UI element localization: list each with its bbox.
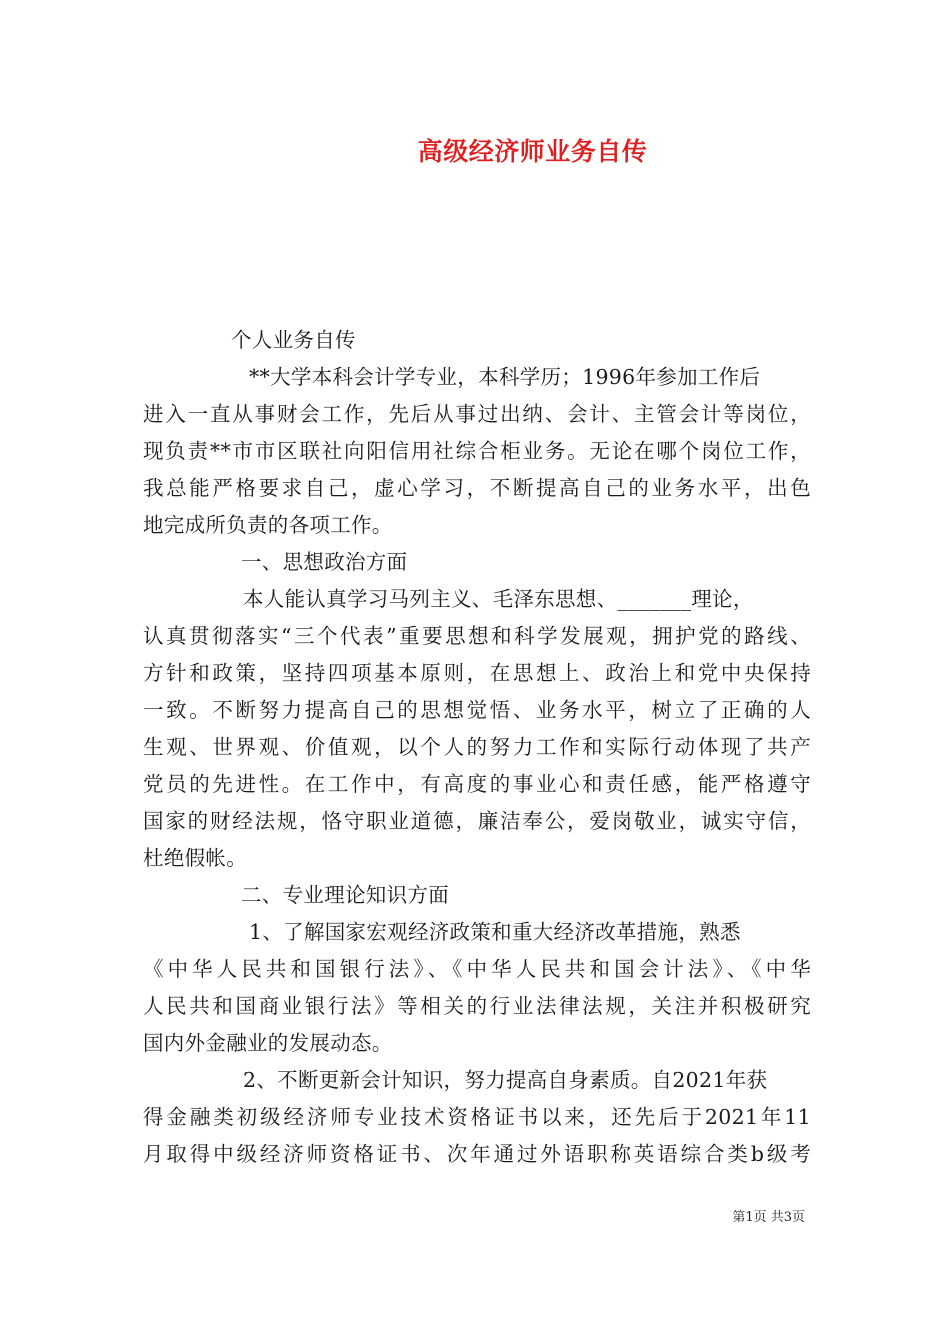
- document-title: 高级经济师业务自传: [417, 137, 648, 166]
- paragraph-line: 生观、世界观、价值观，以个人的努力工作和实际行动体现了共产: [143, 735, 811, 759]
- paragraph-line: 现负责**市市区联社向阳信用社综合柜业务。无论在哪个岗位工作，: [143, 439, 811, 463]
- paragraph-line: 地完成所负责的各项工作。: [143, 513, 393, 537]
- paragraph-line: 国内外金融业的发展动态。: [143, 1031, 393, 1055]
- paragraph-line: **大学本科会计学专业，本科学历；1996年参加工作后: [249, 365, 761, 389]
- paragraph-line: 进入一直从事财会工作，先后从事过出纳、会计、主管会计等岗位，: [143, 402, 811, 426]
- paragraph-line: 认真贯彻落实“三个代表”重要思想和科学发展观，拥护党的路线、: [143, 624, 811, 648]
- paragraph-line: 月取得中级经济师资格证书、次年通过外语职称英语综合类b级考: [143, 1142, 811, 1166]
- page-number: 第1页 共3页: [732, 1210, 805, 1225]
- paragraph-line: 本人能认真学习马列主义、毛泽东思想、_______理论，: [243, 587, 754, 611]
- document-body: [143, 322, 811, 1173]
- paragraph-line: 人民共和国商业银行法》等相关的行业法律法规，关注并积极研究: [143, 994, 811, 1018]
- paragraph-line: 1、了解国家宏观经济政策和重大经济改革措施，熟悉: [249, 920, 741, 944]
- paragraph-line: 一致。不断努力提高自己的思想觉悟、业务水平，树立了正确的人: [143, 698, 811, 722]
- paragraph-heading: 个人业务自传: [231, 328, 356, 352]
- paragraph-line: 方针和政策，坚持四项基本原则，在思想上、政治上和党中央保持: [143, 661, 811, 685]
- paragraph-line: 2、不断更新会计知识，努力提高自身素质。自2021年获: [243, 1068, 768, 1092]
- section-heading: 一、思想政治方面: [241, 550, 408, 574]
- paragraph-line: 《中华人民共和国银行法》、《中华人民共和国会计法》、《中华: [143, 957, 811, 981]
- paragraph-line: 国家的财经法规，恪守职业道德，廉洁奉公，爱岗敬业，诚实守信，: [143, 809, 811, 833]
- paragraph-line: 杜绝假帐。: [143, 846, 247, 870]
- section-heading: 二、专业理论知识方面: [241, 883, 449, 907]
- paragraph-line: 党员的先进性。在工作中，有高度的事业心和责任感，能严格遵守: [143, 772, 811, 796]
- paragraph-line: 得金融类初级经济师专业技术资格证书以来，还先后于2021年11: [143, 1105, 811, 1129]
- paragraph-line: 我总能严格要求自己，虚心学习，不断提高自己的业务水平，出色: [143, 476, 811, 500]
